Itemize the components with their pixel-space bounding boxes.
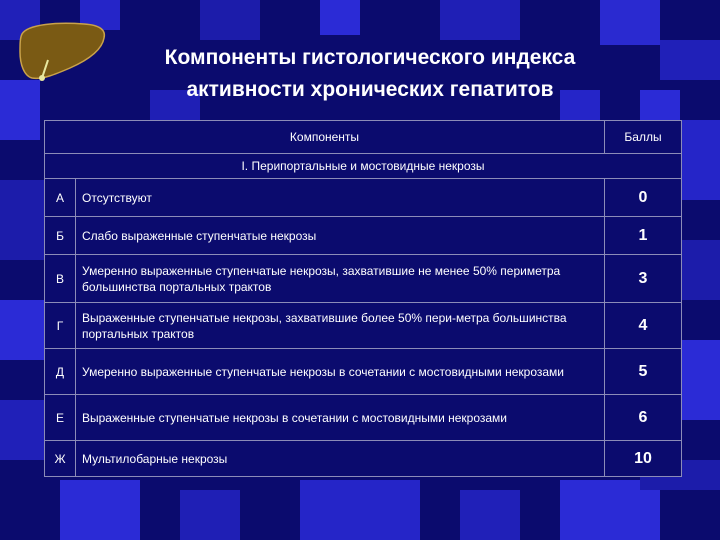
row-score: 3: [605, 255, 682, 303]
header-scores: Баллы: [605, 121, 682, 154]
section-title: I. Перипортальные и мостовидные некрозы: [45, 154, 682, 179]
row-score: 1: [605, 217, 682, 255]
table-row: [45, 217, 682, 255]
section-row: [45, 154, 682, 179]
title-line-2: активности хронических гепатитов: [186, 78, 554, 101]
row-score: 0: [605, 179, 682, 217]
table-row: [45, 441, 682, 477]
title-line-1: Компоненты гистологического индекса: [164, 46, 576, 69]
row-description: Отсутствуют: [76, 179, 605, 217]
row-score: 4: [605, 303, 682, 349]
table-row: [45, 255, 682, 303]
row-score: 10: [605, 441, 682, 477]
row-score: 5: [605, 349, 682, 395]
row-score: 6: [605, 395, 682, 441]
row-letter: Д: [45, 349, 76, 395]
table-row: [45, 349, 682, 395]
table-row: [45, 395, 682, 441]
row-letter: В: [45, 255, 76, 303]
row-letter: Е: [45, 395, 76, 441]
row-description: Выраженные ступенчатые некрозы, захватившие более 50% пери-метра большинства портальных трактов: [76, 303, 605, 349]
row-letter: Г: [45, 303, 76, 349]
components-table: [44, 120, 682, 477]
header-components: Компоненты: [45, 121, 605, 154]
table-row: [45, 303, 682, 349]
row-letter: Б: [45, 217, 76, 255]
table-header-row: [45, 121, 682, 154]
table-row: [45, 179, 682, 217]
row-description: Умеренно выраженные ступенчатые некрозы, захватившие не менее 50% периметра большинства портальных трактов: [76, 255, 605, 303]
row-letter: А: [45, 179, 76, 217]
row-letter: Ж: [45, 441, 76, 477]
slide-title: [120, 42, 620, 106]
row-description: Слабо выраженные ступенчатые некрозы: [76, 217, 605, 255]
liver-icon: [18, 20, 108, 84]
row-description: Мультилобарные некрозы: [76, 441, 605, 477]
row-description: Умеренно выраженные ступенчатые некрозы в сочетании с мостовидными некрозами: [76, 349, 605, 395]
row-description: Выраженные ступенчатые некрозы в сочетании с мостовидными некрозами: [76, 395, 605, 441]
